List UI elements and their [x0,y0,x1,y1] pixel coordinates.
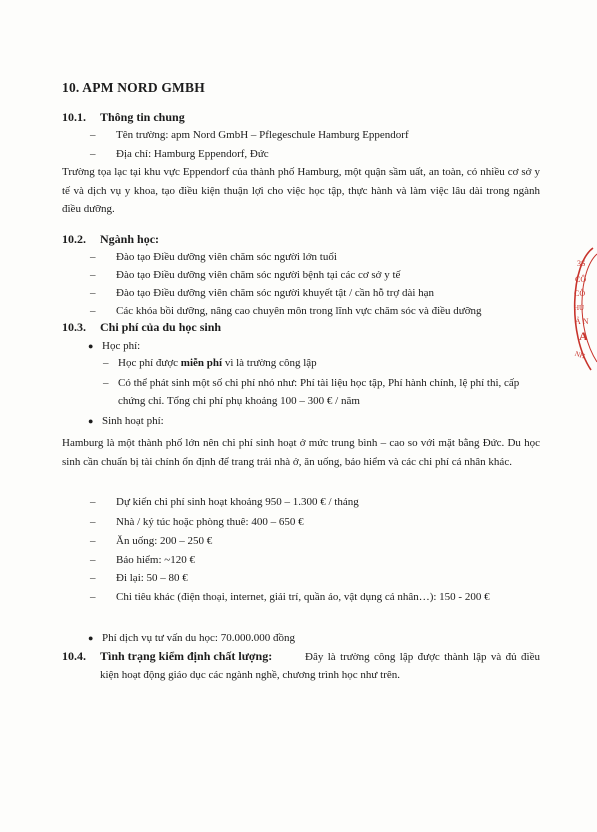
emphasis-text: miễn phí [180,357,223,369]
svg-text:HÚ: HÚ [574,304,585,312]
seal-stamp-fragment [563,244,597,374]
cost-item-text: Nhà / ký túc hoặc phòng thuê: 400 – 650 € [116,516,304,528]
bullet-text: Sinh hoạt phí: [102,415,164,427]
text-run: vì là trường công lập [222,357,317,369]
bullet-item [88,339,140,353]
text-run: Học phí được [118,357,181,369]
sub-list-item: – Học phí được miễn phí vì là trường công lập [103,357,317,369]
list-item-text: Đào tạo Điều dưỡng viên chăm sóc người khuyết tật / cần hỗ trợ dài hạn [116,287,435,299]
bullet-text: Phí dịch vụ tư vấn du học: 70.000.000 đồng [102,632,295,644]
svg-text:CÔ: CÔ [575,275,587,284]
section-number: 10.2. [62,232,86,246]
list-item: – Địa chỉ: Hamburg Eppendorf, Đức [90,148,269,160]
bullet-icon: ● [88,416,94,426]
list-item-text: Đào tạo Điều dưỡng viên chăm sóc người bệnh tại các cơ sở y tế [116,269,401,281]
list-item-text: Đào tạo Điều dưỡng viên chăm sóc người lớn tuổi [116,251,337,263]
cost-item-text: Chi tiêu khác (điện thoại, internet, giải trí, quần áo, vật dụng cá nhân…): 150 - 200 € [116,591,490,603]
section-number: 10.4. [62,649,86,663]
document-title: 10. APM NORD GMBH [62,80,205,95]
bullet-item [88,631,295,645]
section-10-3-heading [62,320,221,335]
list-item-text: Tên trường: apm Nord GmbH – Pflegeschule Hamburg Eppendorf [116,129,409,141]
section-title: Ngành học: [100,232,160,246]
bullet-icon: ● [88,633,94,643]
cost-item: – Nhà / ký túc hoặc phòng thuê: 400 – 650 € [90,513,535,531]
svg-text:Ả N: Ả N [575,317,589,326]
section-title: Tình trạng kiểm định chất lượng: [100,649,273,663]
section-number: 10.3. [62,320,86,334]
cost-item-text: Ăn uống: 200 – 250 € [116,535,213,547]
list-item: – Các khóa bồi dưỡng, nâng cao chuyên môn trong lĩnh vực chăm sóc và điều dưỡng [90,305,482,317]
bullet-icon: ● [88,341,94,351]
living-cost-paragraph: Hamburg là một thành phố lớn nên chi phí sinh hoạt ở mức trung bình – cao so với mặt bằng Đức. Du học sinh cần chuẩn bị tài chính ổn định để trang trải nhà ở, ăn uống, bảo hiểm và các chi phí cá nhân khác. [62,437,540,468]
list-item: – Tên trường: apm Nord GmbH – Pflegeschule Hamburg Eppendorf [90,129,409,141]
cost-item: – Đi lại: 50 – 80 € [90,569,535,587]
svg-text:NH: NH [573,349,587,361]
list-item-text: Địa chỉ: Hamburg Eppendorf, Đức [116,148,269,160]
cost-item: – Bảo hiểm: ~120 € [90,551,535,569]
list-item: – Đào tạo Điều dưỡng viên chăm sóc người lớn tuổi [90,251,337,263]
section-10-2-heading [62,232,159,247]
section-title: Chi phí của du học sinh [100,320,222,334]
bullet-item [88,414,164,428]
cost-item: – Dự kiến chi phí sinh hoạt khoảng 950 – 1.300 € / tháng [90,493,535,511]
section-number: 10.1. [62,110,86,124]
svg-text:A: A [579,329,588,343]
cost-item: – Chi tiêu khác (điện thoại, internet, giải trí, quần áo, vật dụng cá nhân…): 150 - 200 € [90,588,535,606]
list-item-text: Các khóa bồi dưỡng, nâng cao chuyên môn trong lĩnh vực chăm sóc và điều dưỡng [116,305,482,317]
cost-item-text: Bảo hiểm: ~120 € [116,554,195,566]
school-location-paragraph: Trường tọa lạc tại khu vực Eppendorf của thành phố Hamburg, một quận sầm uất, an toàn, có nhiều cơ sở y tế và dịch vụ y khoa, tạo điều kiện thuận lợi cho việc học tập, thực hành và làm việc lâu dài trong ngành điều dưỡng. [62,166,540,215]
bullet-text: Học phí: [102,340,141,352]
cost-item-text: Đi lại: 50 – 80 € [116,572,188,584]
list-item: – Đào tạo Điều dưỡng viên chăm sóc người khuyết tật / cần hỗ trợ dài hạn [90,287,435,299]
list-item: – Đào tạo Điều dưỡng viên chăm sóc người bệnh tại các cơ sở y tế [90,269,401,281]
svg-text:CÔ: CÔ [574,289,586,298]
section-title: Thông tin chung [100,110,185,124]
cost-item: – Ăn uống: 200 – 250 € [90,532,535,550]
svg-text:3S: 3S [577,259,586,268]
sub-list-item: – Có thể phát sinh một số chi phí nhỏ như: Phí tài liệu học tập, Phí hành chính, lệ phí thi, cấp chứng chỉ. Tổng chi phí phụ khoảng 100 – 300 € / năm [103,374,543,410]
sub-list-item-text: Có thể phát sinh một số chi phí nhỏ như: Phí tài liệu học tập, Phí hành chính, lệ phí thi, cấp chứng chỉ. Tổng chi phí phụ khoảng 100 – 300 € / năm [118,377,520,407]
accreditation-text: Đây là trường công lập được thành lập và đủ điều kiện hoạt động giáo dục các ngành nghề, chương trình học như trên. [100,651,540,681]
section-10-1-heading [62,110,185,125]
cost-item-text: Dự kiến chi phí sinh hoạt khoảng 950 – 1.300 € / tháng [116,496,359,508]
